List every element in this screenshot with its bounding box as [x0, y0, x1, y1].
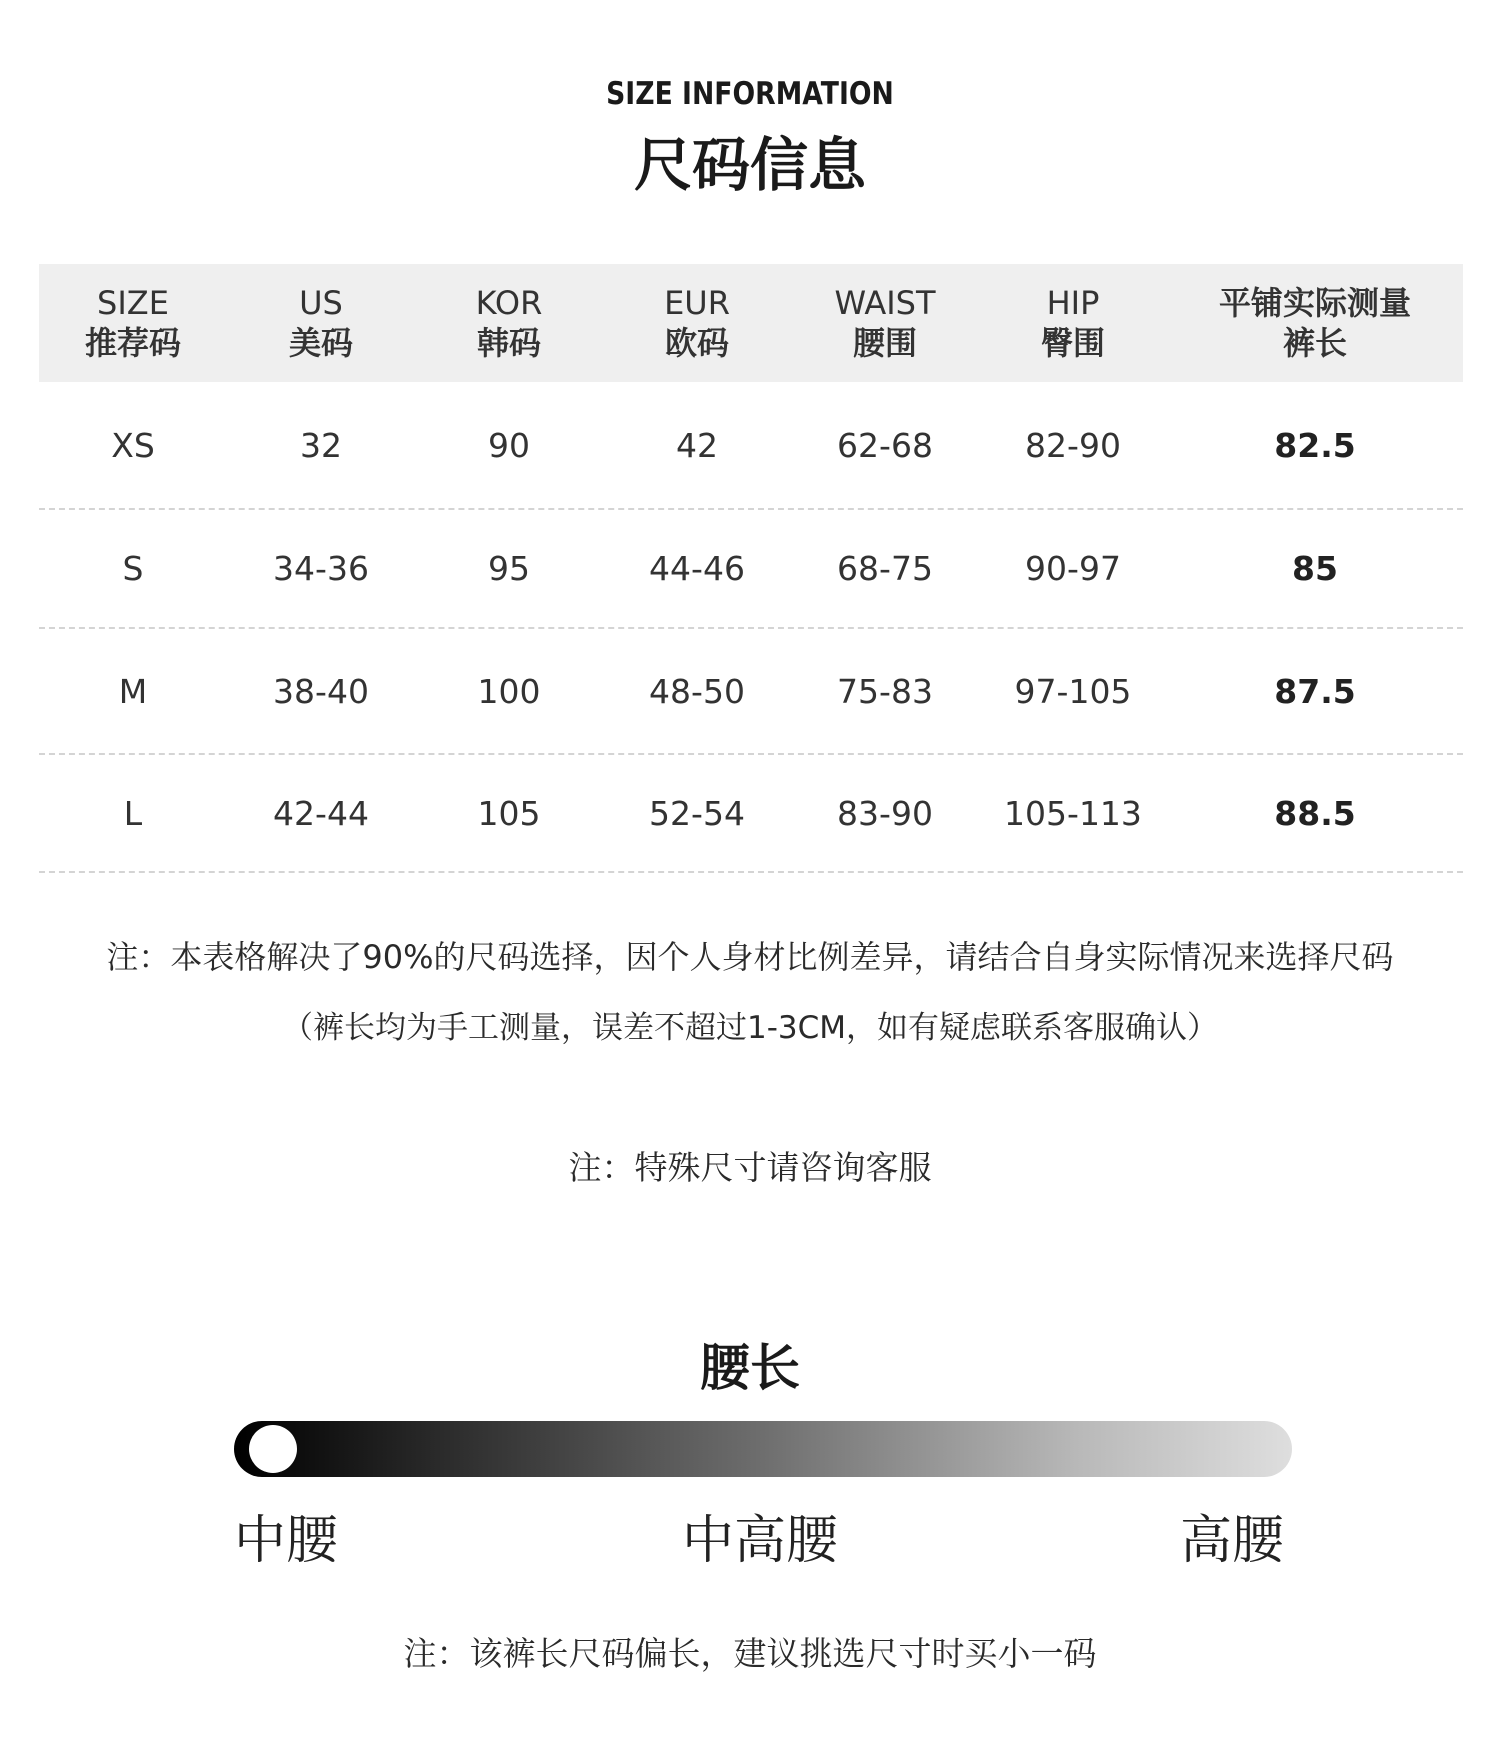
header-waist-en: WAIST	[834, 284, 936, 322]
header-us	[227, 264, 415, 382]
table-row	[39, 629, 1463, 755]
waist-label-high: 高腰	[1180, 1511, 1285, 1571]
cell-hip: 97-105	[1014, 671, 1132, 711]
header-eur	[603, 264, 791, 382]
cell-kor: 105	[477, 793, 541, 833]
table-row	[39, 755, 1463, 873]
cell-hip: 82-90	[1025, 425, 1121, 465]
note-special-size: 注：特殊尺寸请咨询客服	[568, 1148, 932, 1187]
header-size-en: SIZE	[97, 284, 169, 322]
cell-kor: 95	[488, 549, 530, 588]
header-waist	[791, 264, 979, 382]
header-waist-cn: 腰围	[852, 324, 917, 362]
waist-scale-bar	[234, 1421, 1292, 1477]
cell-size: XS	[111, 425, 155, 465]
cell-length: 85	[1292, 549, 1338, 588]
header-hip-cn: 臀围	[1040, 324, 1105, 362]
cell-hip: 105-113	[1004, 793, 1142, 833]
note-length-advice: 注：该裤长尺码偏长，建议挑选尺寸时买小一码	[403, 1634, 1097, 1673]
note-size-table: 注：本表格解决了90%的尺码选择，因个人身材比例差异，请结合自身实际情况来选择尺码	[106, 938, 1394, 976]
cell-length: 82.5	[1274, 425, 1356, 465]
cell-eur: 52-54	[649, 793, 745, 833]
cell-size: S	[122, 549, 144, 588]
cell-length: 87.5	[1274, 671, 1356, 711]
table-header	[39, 264, 1463, 382]
waist-scale-title: 腰长	[700, 1339, 800, 1397]
cell-eur: 42	[676, 425, 718, 465]
header-length-bottom: 裤长	[1282, 324, 1347, 362]
header-size-cn: 推荐码	[84, 324, 181, 362]
cell-us: 32	[300, 425, 342, 465]
cell-waist: 75-83	[837, 671, 933, 711]
waist-label-mid: 中腰	[234, 1511, 339, 1571]
header-hip	[979, 264, 1167, 382]
size-table	[39, 264, 1463, 873]
cell-kor: 90	[488, 425, 530, 465]
cell-size: L	[123, 793, 143, 833]
header-eur-cn: 欧码	[664, 324, 729, 362]
header-hip-en: HIP	[1046, 284, 1100, 322]
note-measurement: （裤长均为手工测量，误差不超过1-3CM，如有疑虑联系客服确认）	[281, 1010, 1219, 1046]
header-length-top: 平铺实际测量	[1218, 284, 1411, 322]
table-row	[39, 382, 1463, 510]
waist-label-mid-high: 中高腰	[682, 1511, 839, 1571]
header-us-en: US	[299, 284, 343, 322]
header-kor-en: KOR	[475, 284, 543, 322]
header-length	[1167, 264, 1463, 382]
cell-eur: 44-46	[649, 549, 745, 588]
cell-kor: 100	[477, 671, 541, 711]
header-kor-cn: 韩码	[476, 324, 541, 362]
cell-eur: 48-50	[649, 671, 745, 711]
cell-us: 38-40	[273, 671, 369, 711]
header-eur-en: EUR	[664, 284, 730, 322]
cell-hip: 90-97	[1025, 549, 1121, 588]
header-kor	[415, 264, 603, 382]
cell-waist: 83-90	[837, 793, 933, 833]
cell-us: 42-44	[273, 793, 369, 833]
header-size	[39, 264, 227, 382]
size-info-title-en: SIZE INFORMATION	[606, 76, 894, 112]
cell-length: 88.5	[1274, 793, 1356, 833]
table-row	[39, 510, 1463, 629]
waist-scale-indicator	[249, 1425, 297, 1473]
cell-size: M	[118, 671, 148, 711]
cell-us: 34-36	[273, 549, 369, 588]
header-us-cn: 美码	[288, 324, 353, 362]
size-info-title-cn: 尺码信息	[633, 131, 866, 199]
cell-waist: 68-75	[837, 549, 933, 588]
cell-waist: 62-68	[837, 425, 933, 465]
